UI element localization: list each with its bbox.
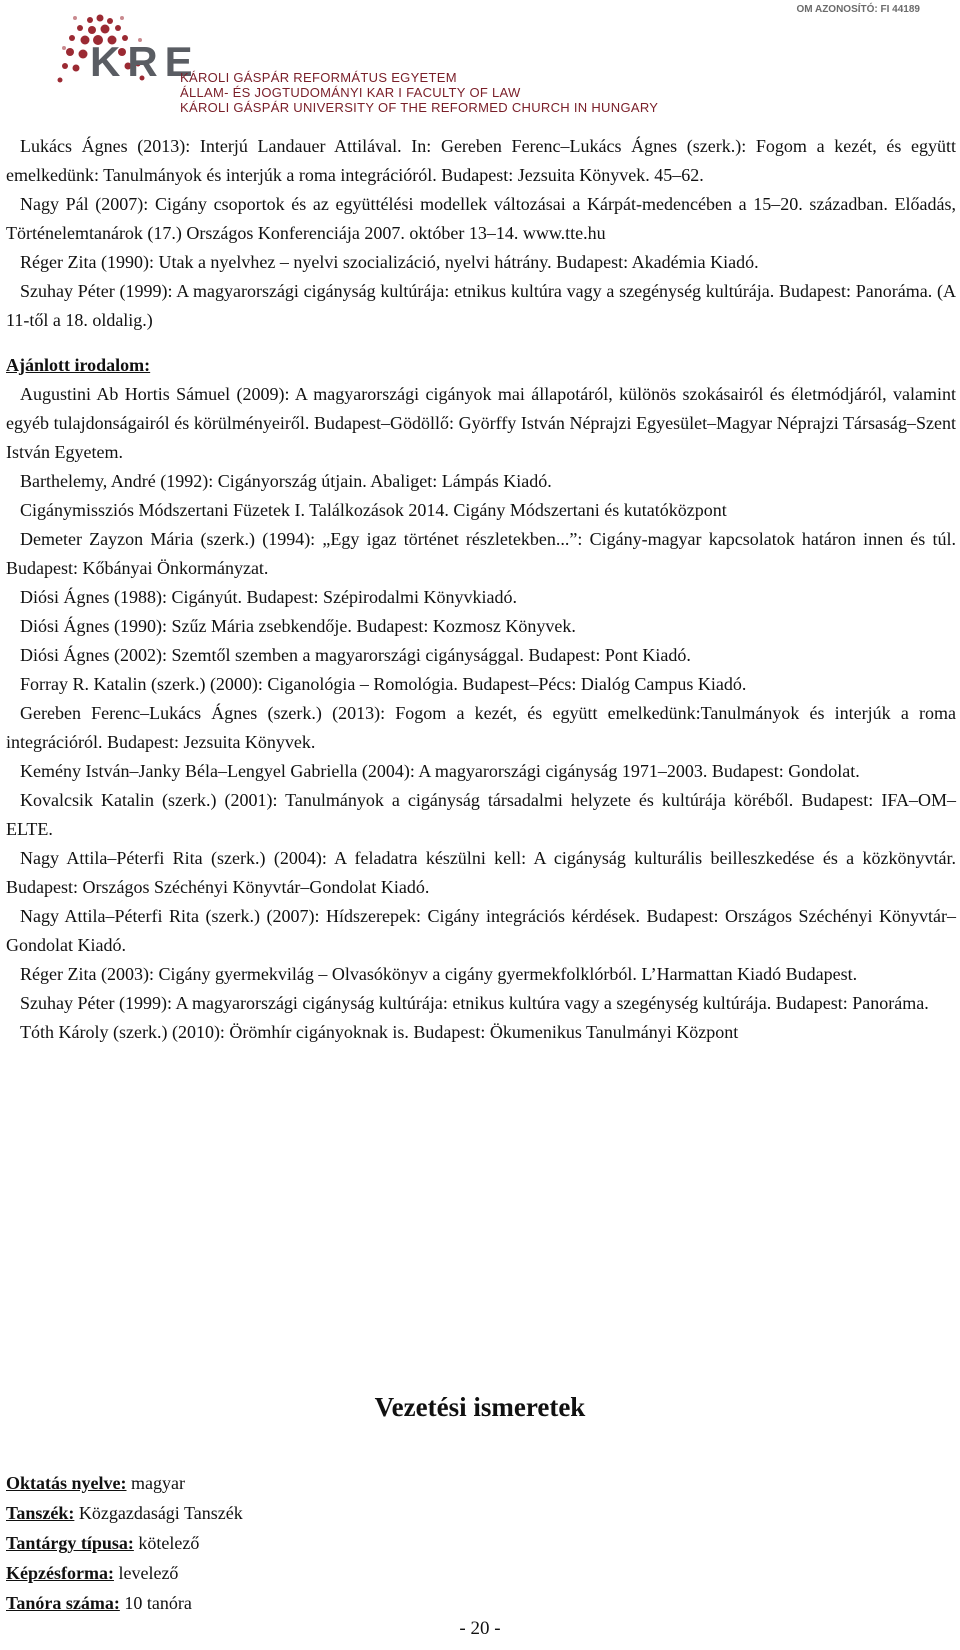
page-header [0, 0, 960, 120]
recommended-item: Diósi Ágnes (1990): Szűz Mária zsebkendője. Budapest: Kozmosz Könyvek. [20, 616, 576, 636]
university-line-1: KÁROLI GÁSPÁR REFORMÁTUS EGYETEM [180, 70, 457, 85]
recommended-item: Nagy Attila–Péterfi Rita (szerk.) (2004): A feladatra készülni kell: A cigányság kulturális beilleszkedése és a közkönyvtár. Budapest: Országos Széchényi Könyvtár–Gondolat Kiadó. [6, 848, 956, 897]
section-title: Vezetési ismeretek [374, 1392, 586, 1422]
document-body [6, 132, 956, 1047]
recommended-item: Augustini Ab Hortis Sámuel (2009): A magyarországi cigányok mai állapotáról, különös szokásairól és életmódjáról, valamint egyéb tulajdonságairól és körülményeiről. Budapest–Gödöllő: Györffy István Néprajzi Egyesület–Magyar Néprajzi Társaság–Szent István Egyetem. [6, 384, 956, 462]
meta-label: Tanszék: [6, 1503, 75, 1523]
meta-value: 10 tanóra [124, 1593, 192, 1613]
recommended-item: Szuhay Péter (1999): A magyarországi cigányság kultúrája: etnikus kultúra vagy a szegénység kultúrája. Budapest: Panoráma. [20, 993, 929, 1013]
meta-label: Tantárgy típusa: [6, 1533, 134, 1553]
recommended-item: Gereben Ferenc–Lukács Ágnes (szerk.) (2013): Fogom a kezét, és együtt emelkedünk:Tanulmányok és interjúk a roma integrációról. Budapest: Jezsuita Könyvek. [6, 703, 956, 752]
recommended-item: Cigánymissziós Módszertani Füzetek I. Találkozások 2014. Cigány Módszertani és kutatóközpont [20, 500, 727, 520]
meta-row-training-form [6, 1558, 243, 1588]
meta-row-course-type [6, 1528, 243, 1558]
recommended-item: Kovalcsik Katalin (szerk.) (2001): Tanulmányok a cigányság társadalmi helyzete és kultúrája köréből. Budapest: IFA–OM–ELTE. [6, 790, 956, 839]
recommended-item: Tóth Károly (szerk.) (2010): Örömhír cigányoknak is. Budapest: Ökumenikus Tanulmányi Központ [20, 1022, 739, 1042]
recommended-item: Barthelemy, André (1992): Cigányország útjain. Abaliget: Lámpás Kiadó. [20, 471, 552, 491]
meta-row-language [6, 1468, 243, 1498]
recommended-item: Diósi Ágnes (1988): Cigányút. Budapest: Szépirodalmi Könyvkiadó. [20, 587, 517, 607]
om-identifier: OM AZONOSÍTÓ: FI 44189 [796, 4, 920, 15]
meta-label: Tanóra száma: [6, 1593, 120, 1613]
recommended-item: Réger Zita (2003): Cigány gyermekvilág – Olvasókönyv a cigány gyermekfolklórból. L’Harmattan Kiadó Budapest. [20, 964, 858, 984]
meta-value: levelező [118, 1563, 179, 1583]
university-line-3: KÁROLI GÁSPÁR UNIVERSITY OF THE REFORMED CHURCH IN HUNGARY [180, 100, 659, 115]
meta-value: kötelező [138, 1533, 200, 1553]
meta-label: Képzésforma: [6, 1563, 114, 1583]
recommended-item: Demeter Zayzon Mária (szerk.) (1994): „Egy igaz történet részletekben...”: Cigány-magyar kapcsolatok határon innen és túl. Budapest: Kőbányai Önkormányzat. [6, 529, 956, 578]
reference-item: Nagy Pál (2007): Cigány csoportok és az együttélési modellek változásai a Kárpát-medencében a 15–20. században. Előadás, Történelemtanárok (17.) Országos Konferenciája 2007. október 13–14. www.tte.hu [6, 194, 956, 243]
reference-item: Lukács Ágnes (2013): Interjú Landauer Attilával. In: Gereben Ferenc–Lukács Ágnes (szerk.): Fogom a kezét, és együtt emelkedünk: Tanulmányok és interjúk a roma integrációról. Budapest: Jezsuita Könyvek. 45–62. [6, 136, 956, 185]
recommended-item: Diósi Ágnes (2002): Szemtől szemben a magyarországi cigánysággal. Budapest: Pont Kiadó. [20, 645, 691, 665]
page-number: - 20 - [459, 1618, 501, 1639]
meta-label: Oktatás nyelve: [6, 1473, 127, 1493]
course-meta [6, 1468, 243, 1618]
recommended-item: Kemény István–Janky Béla–Lengyel Gabriella (2004): A magyarországi cigányság 1971–2003. Budapest: Gondolat. [20, 761, 860, 781]
meta-row-lesson-count [6, 1588, 243, 1618]
recommended-heading: Ajánlott irodalom: [6, 355, 151, 375]
recommended-item: Nagy Attila–Péterfi Rita (szerk.) (2007): Hídszerepek: Cigány integrációs kérdések. Budapest: Országos Széchényi Könyvtár–Gondolat Kiadó. [6, 906, 956, 955]
reference-item: Réger Zita (1990): Utak a nyelvhez – nyelvi szocializáció, nyelvi hátrány. Budapest: Akadémia Kiadó. [20, 252, 759, 272]
meta-row-department [6, 1498, 243, 1528]
meta-value: Közgazdasági Tanszék [78, 1503, 243, 1523]
university-line-2: ÁLLAM- ÉS JOGTUDOMÁNYI KAR I FACULTY OF LAW [180, 85, 521, 100]
logo-text: KRE [90, 38, 200, 85]
university-name [180, 70, 658, 115]
recommended-item: Forray R. Katalin (szerk.) (2000): Ciganológia – Romológia. Budapest–Pécs: Dialóg Campus Kiadó. [20, 674, 747, 694]
reference-item: Szuhay Péter (1999): A magyarországi cigányság kultúrája: etnikus kultúra vagy a szegénység kultúrája. Budapest: Panoráma. (A 11-től a 18. oldalig.) [6, 281, 956, 330]
meta-value: magyar [131, 1473, 185, 1493]
